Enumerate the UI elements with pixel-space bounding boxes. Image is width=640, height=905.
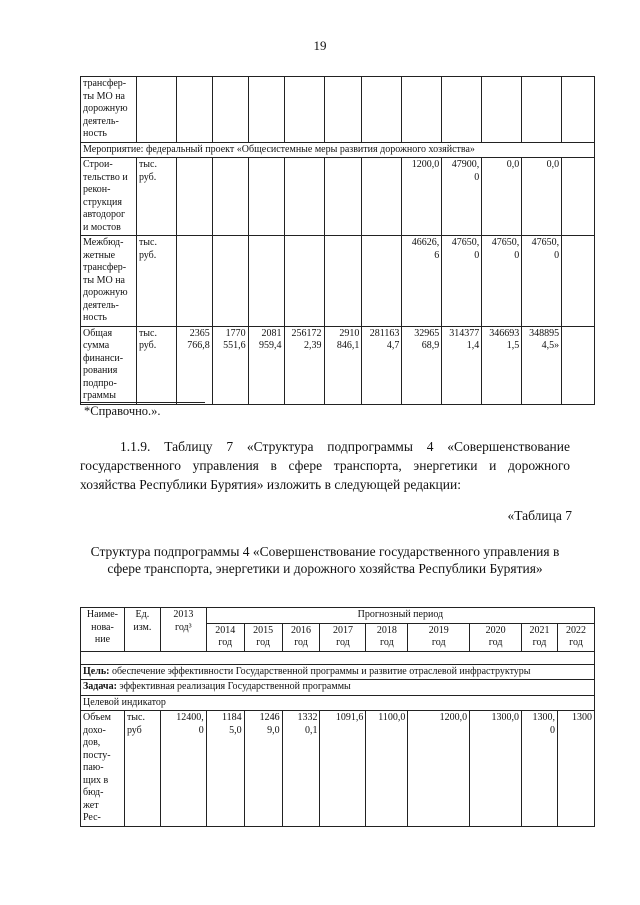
table-row	[81, 236, 595, 327]
row-value	[284, 236, 324, 327]
row-label: Общая сумма финанси- рования подпро- граммы	[81, 326, 137, 404]
row-value	[482, 77, 522, 143]
row-value	[562, 158, 595, 236]
row-value: 1200,0	[402, 158, 442, 236]
row-value	[284, 77, 324, 143]
year-header: 2015 год	[244, 623, 282, 651]
row-value: 1100,0	[366, 711, 408, 827]
goal-row-cell	[81, 664, 595, 680]
year-header: 2020 год	[470, 623, 522, 651]
row-value: 2081 959,4	[248, 326, 284, 404]
row-value	[176, 77, 212, 143]
row-value	[176, 158, 212, 236]
row-value	[248, 236, 284, 327]
row-value: 2365 766,8	[176, 326, 212, 404]
row-label: Межбюд- жетные трансфер- ты МО на дорожную деятель- ность	[81, 236, 137, 327]
row-value: 1300, 0	[522, 711, 558, 827]
task-row-cell	[81, 680, 595, 696]
table-row	[81, 326, 595, 404]
row-value	[284, 158, 324, 236]
row-value: 1200,0	[408, 711, 470, 827]
row-unit: тыс. руб	[124, 711, 160, 827]
row-value: 1300	[557, 711, 594, 827]
row-value: 32965 68,9	[402, 326, 442, 404]
row-value: 1246 9,0	[244, 711, 282, 827]
header-unit: Ед. изм.	[124, 608, 160, 652]
header-name: Наиме- нова- ние	[81, 608, 125, 652]
row-value	[248, 158, 284, 236]
row-value	[562, 326, 595, 404]
row-value: 346693 1,5	[482, 326, 522, 404]
row-value: 0,0	[522, 158, 562, 236]
header-row	[81, 608, 595, 624]
table-structure	[80, 607, 595, 827]
row-value: 47650, 0	[522, 236, 562, 327]
measure-row: Мероприятие: федеральный проект «Общесистемные меры развития дорожного хозяйства»	[81, 142, 595, 158]
year-header: 2019 год	[408, 623, 470, 651]
row-value	[402, 77, 442, 143]
row-value	[362, 77, 402, 143]
table-row	[81, 158, 595, 236]
row-label: Объем дохо- дов, посту- паю- щих в бюд- жет Рес-	[81, 711, 125, 827]
row-unit: тыс. руб.	[136, 326, 176, 404]
page-number: 19	[313, 38, 327, 53]
header-2013: 2013 год³	[160, 608, 206, 652]
row-value	[176, 236, 212, 327]
row-value	[212, 158, 248, 236]
table-funding-continued	[80, 76, 595, 405]
row-value: 46626, 6	[402, 236, 442, 327]
table-row	[81, 142, 595, 158]
year-header: 2018 год	[366, 623, 408, 651]
row-value: 47900, 0	[442, 158, 482, 236]
row-value	[248, 77, 284, 143]
table-title: Структура подпрограммы 4 «Совершенствование государственного управления в сфере транспорта, энергетики и дорожного хозяйства Республики Бурятия»	[90, 544, 560, 576]
row-value: 1332 0,1	[282, 711, 320, 827]
amendment-paragraph: 1.1.9. Таблицу 7 «Структура подпрограммы 4 «Совершенствование государственного управления в сфере транспорта, энергетики и дорожного хозяйства Республики Бурятия» изложить в следующей редакции:	[80, 439, 570, 492]
task-row	[81, 680, 595, 696]
row-value	[522, 77, 562, 143]
row-value: 1184 5,0	[206, 711, 244, 827]
row-value: 1091,6	[320, 711, 366, 827]
row-value	[212, 77, 248, 143]
year-header: 2022 год	[557, 623, 594, 651]
footnote: *Справочно.».	[84, 404, 161, 418]
indicator-row-text: Целевой индикатор	[83, 696, 166, 708]
task-row-label: Задача:	[83, 681, 117, 692]
row-value	[212, 236, 248, 327]
row-value	[324, 236, 362, 327]
row-unit: тыс. руб.	[136, 158, 176, 236]
table-number: «Таблица 7	[507, 508, 572, 523]
table-row	[81, 711, 595, 827]
year-header: 2014 год	[206, 623, 244, 651]
row-value: 2910 846,1	[324, 326, 362, 404]
row-value	[324, 77, 362, 143]
row-value: 47650, 0	[442, 236, 482, 327]
row-value: 281163 4,7	[362, 326, 402, 404]
year-header: 2021 год	[522, 623, 558, 651]
row-value	[562, 236, 595, 327]
year-header: 2017 год	[320, 623, 366, 651]
row-value: 0,0	[482, 158, 522, 236]
goal-row	[81, 664, 595, 680]
table-row	[81, 77, 595, 143]
row-value	[324, 158, 362, 236]
goal-row-text: обеспечение эффективности Государственной программы и развитие отраслевой инфраструктуры	[109, 665, 531, 677]
row-label: трансфер- ты МО на дорожную деятель- ность	[81, 77, 137, 143]
row-value: 314377 1,4	[442, 326, 482, 404]
blank-row	[81, 651, 595, 664]
row-value: 1770 551,6	[212, 326, 248, 404]
row-label: Строи- тельство и рекон- струкция автодорог и мостов	[81, 158, 137, 236]
indicator-row	[81, 695, 595, 711]
row-value: 1300,0	[470, 711, 522, 827]
row-unit	[136, 77, 176, 143]
row-value: 348895 4,5»	[522, 326, 562, 404]
blank-cell	[81, 651, 595, 664]
goal-row-label: Цель:	[83, 665, 110, 677]
footnote-rule	[80, 402, 205, 403]
row-value	[442, 77, 482, 143]
row-unit: тыс. руб.	[136, 236, 176, 327]
task-row-text: эффективная реализация Государственной программы	[116, 681, 351, 692]
row-value	[562, 77, 595, 143]
row-value: 47650, 0	[482, 236, 522, 327]
header-forecast: Прогнозный период	[206, 608, 594, 624]
row-value: 12400, 0	[160, 711, 206, 827]
row-value	[362, 236, 402, 327]
indicator-row-cell	[81, 695, 595, 711]
row-value	[362, 158, 402, 236]
year-header: 2016 год	[282, 623, 320, 651]
row-value: 256172 2,39	[284, 326, 324, 404]
